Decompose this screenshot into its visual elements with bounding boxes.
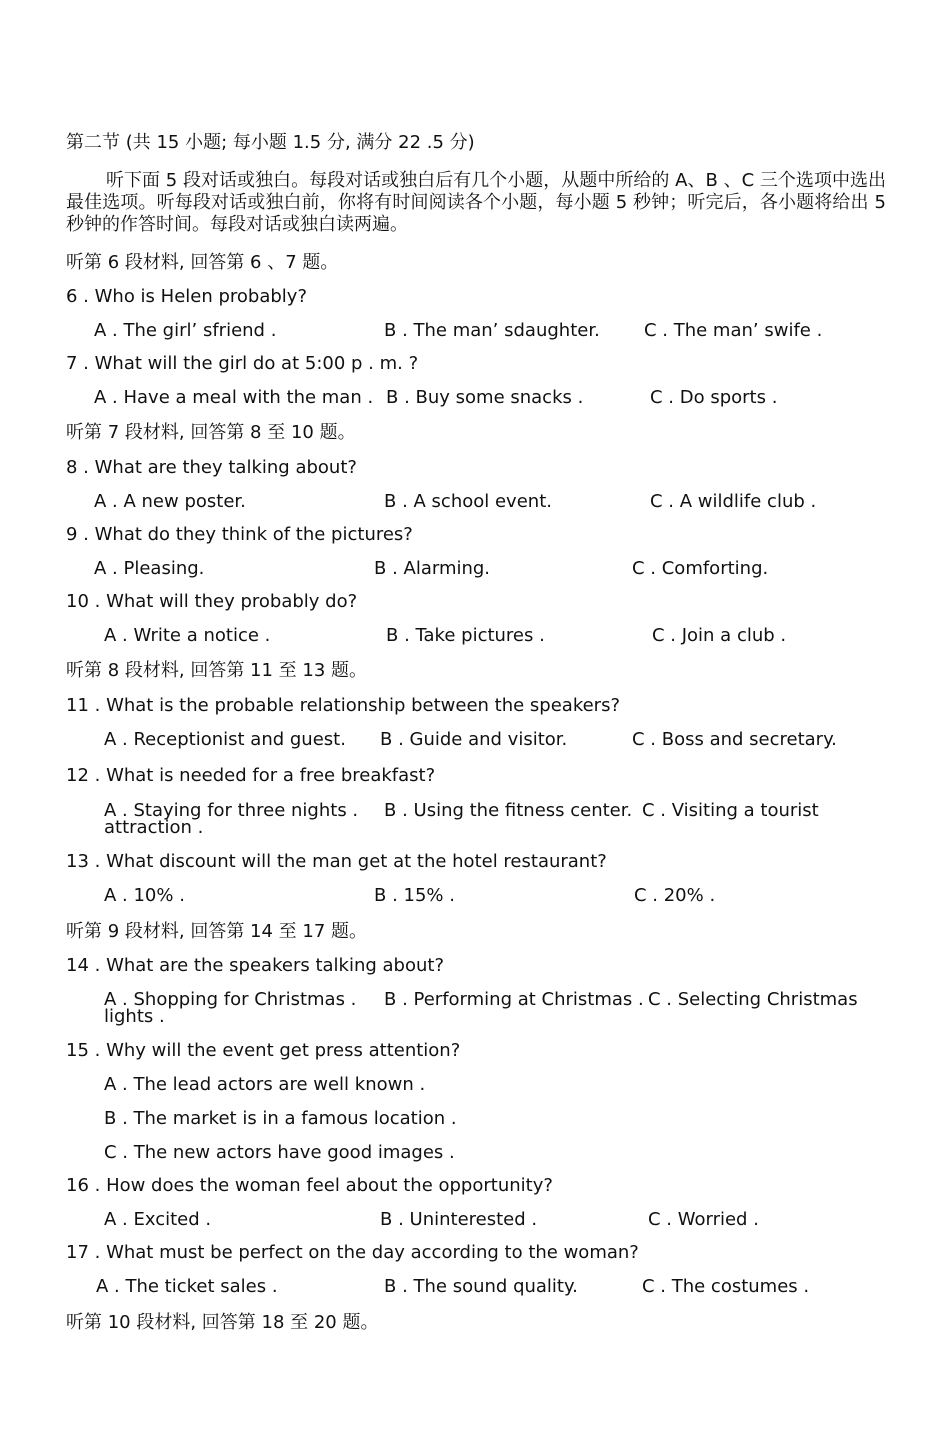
question-15-option-b[interactable]: B . The market is in a famous location . <box>104 1108 457 1129</box>
question-10-option-c[interactable]: C . Join a club . <box>652 625 787 646</box>
question-7-option-b[interactable]: B . Buy some snacks . <box>386 387 584 408</box>
question-14-option-a[interactable]: A . Shopping for Christmas . <box>104 989 357 1010</box>
passage-header-7: 听第 7 段材料, 回答第 8 至 10 题。 <box>66 422 356 443</box>
question-12-stem: 12 . What is needed for a free breakfast? <box>66 765 436 786</box>
question-14-option-c[interactable]: C . Selecting Christmas <box>648 989 858 1010</box>
question-9-option-b[interactable]: B . Alarming. <box>374 558 491 579</box>
question-13-stem: 13 . What discount will the man get at the hotel restaurant? <box>66 851 607 872</box>
question-17-option-b[interactable]: B . The sound quality. <box>384 1276 578 1297</box>
question-11-option-b[interactable]: B . Guide and visitor. <box>380 729 568 750</box>
question-17-option-a[interactable]: A . The ticket sales . <box>96 1276 278 1297</box>
question-14-stem: 14 . What are the speakers talking about? <box>66 955 444 976</box>
passage-header-10: 听第 10 段材料, 回答第 18 至 20 题。 <box>66 1312 379 1333</box>
question-12-option-a[interactable]: A . Staying for three nights . <box>104 800 359 821</box>
question-15-option-a[interactable]: A . The lead actors are well known . <box>104 1074 426 1095</box>
question-17-option-c[interactable]: C . The costumes . <box>642 1276 810 1297</box>
passage-header-6: 听第 6 段材料, 回答第 6 、7 题。 <box>66 252 339 273</box>
question-11-option-c[interactable]: C . Boss and secretary. <box>632 729 837 750</box>
question-9-option-a[interactable]: A . Pleasing. <box>94 558 205 579</box>
passage-header-8: 听第 8 段材料, 回答第 11 至 13 题。 <box>66 660 368 681</box>
question-7-option-c[interactable]: C . Do sports . <box>650 387 778 408</box>
section-title: 第二节 (共 15 小题; 每小题 1.5 分, 满分 22 .5 分) <box>66 132 475 153</box>
question-8-option-c[interactable]: C . A wildlife club . <box>650 491 817 512</box>
question-17-stem: 17 . What must be perfect on the day according to the woman? <box>66 1242 639 1263</box>
question-12-option-b[interactable]: B . Using the fitness center. <box>384 800 633 821</box>
question-9-stem: 9 . What do they think of the pictures? <box>66 524 413 545</box>
question-7-stem: 7 . What will the girl do at 5:00 p . m. ? <box>66 353 419 374</box>
question-15-stem: 15 . Why will the event get press attention? <box>66 1040 461 1061</box>
question-16-option-c[interactable]: C . Worried . <box>648 1209 759 1230</box>
question-6-stem: 6 . Who is Helen probably? <box>66 286 308 307</box>
question-6-option-a[interactable]: A . The girl’ sfriend . <box>94 320 277 341</box>
question-8-option-b[interactable]: B . A school event. <box>384 491 552 512</box>
question-8-option-a[interactable]: A . A new poster. <box>94 491 246 512</box>
question-13-option-a[interactable]: A . 10% . <box>104 885 185 906</box>
question-10-option-a[interactable]: A . Write a notice . <box>104 625 271 646</box>
question-11-stem: 11 . What is the probable relationship between the speakers? <box>66 695 621 716</box>
passage-header-9: 听第 9 段材料, 回答第 14 至 17 题。 <box>66 921 368 942</box>
question-14-option-b[interactable]: B . Performing at Christmas . <box>384 989 644 1010</box>
question-13-option-b[interactable]: B . 15% . <box>374 885 455 906</box>
question-10-option-b[interactable]: B . Take pictures . <box>386 625 545 646</box>
question-9-option-c[interactable]: C . Comforting. <box>632 558 769 579</box>
question-13-option-c[interactable]: C . 20% . <box>634 885 716 906</box>
question-6-option-c[interactable]: C . The man’ swife . <box>644 320 823 341</box>
question-11-option-a[interactable]: A . Receptionist and guest. <box>104 729 346 750</box>
question-12-option-c[interactable]: C . Visiting a tourist <box>642 800 819 821</box>
section-instructions: 听下面 5 段对话或独白。每段对话或独白后有几个小题，从题中所给的 A、B 、C 三个选项中选出最佳选项。听每段对话或独白前，你将有时间阅读各个小题，每小题 5 秒钟；听完后，各小题将给出 5 秒钟的作答时间。每段对话或独白读两遍。 <box>66 170 886 235</box>
question-10-stem: 10 . What will they probably do? <box>66 591 358 612</box>
question-8-stem: 8 . What are they talking about? <box>66 457 357 478</box>
question-16-option-b[interactable]: B . Uninterested . <box>380 1209 538 1230</box>
question-6-option-b[interactable]: B . The man’ sdaughter. <box>384 320 600 341</box>
question-16-option-a[interactable]: A . Excited . <box>104 1209 212 1230</box>
question-7-option-a[interactable]: A . Have a meal with the man . <box>94 387 374 408</box>
question-15-option-c[interactable]: C . The new actors have good images . <box>104 1142 455 1163</box>
question-12-option-c-continued: attraction . <box>104 817 204 838</box>
question-14-option-c-continued: lights . <box>104 1006 165 1027</box>
question-16-stem: 16 . How does the woman feel about the opportunity? <box>66 1175 553 1196</box>
